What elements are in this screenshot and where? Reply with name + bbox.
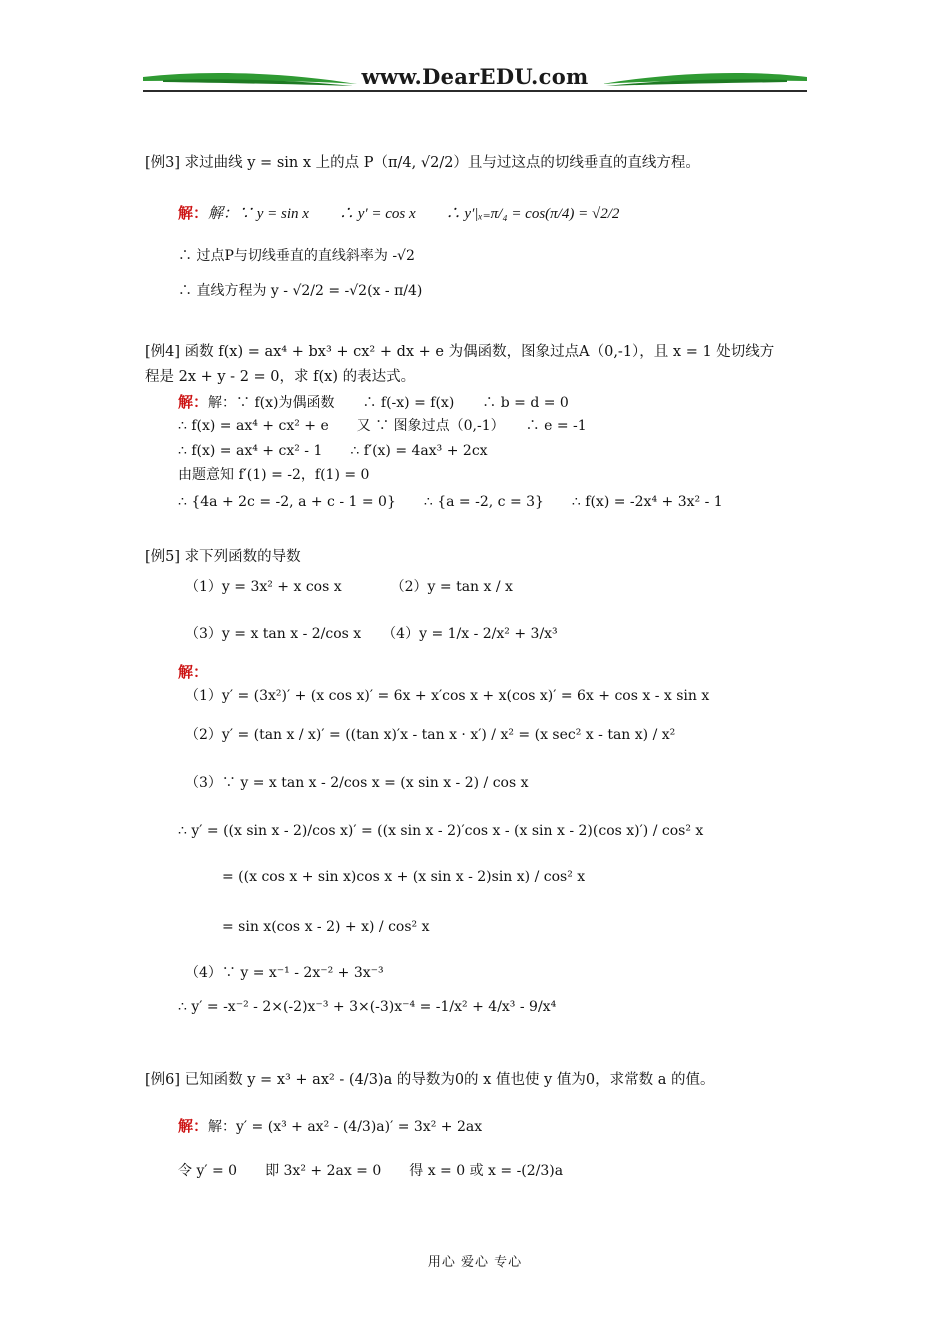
example-3-question: [例3] 求过曲线 y = sin x 上的点 P（π/4, √2/2）且与过这点的切线垂直的直线方程。	[145, 155, 700, 171]
solution-label: 解：	[178, 393, 209, 411]
page-footer: 用心 爱心 专心	[427, 1255, 523, 1270]
example-4-solution-line-2: ∴ f(x) = ax⁴ + cx² + e 又 ∵ 图象过点（0,-1） ∴ e = -1	[178, 418, 587, 434]
example-5-solution-3-step-1: ∴ y′ = ((x sin x - 2)/cos x)′ = ((x sin x - 2)′cos x - (x sin x - 2)(cos x)′) / cos² x	[178, 823, 704, 839]
example-4-solution-line-4: 由题意知 f′(1) = -2，f(1) = 0	[178, 467, 370, 483]
example-5-items-1-2: （1）y = 3x² + x cos x （2）y = tan x / x	[185, 579, 513, 595]
example-5-solution-4-step-1: ∴ y′ = -x⁻² - 2×(-2)x⁻³ + 3×(-3)x⁻⁴ = -1/x² + 4/x³ - 9/x⁴	[178, 999, 557, 1015]
example-6-solution-line-2: 令 y′ = 0 即 3x² + 2ax = 0 得 x = 0 或 x = -(2/3)a	[178, 1163, 564, 1179]
solution-text: 解：∵ y = sin x ∴ y′ = cos x ∴ y′|ₓ₌π/₄ = cos(π/4) = √2/2	[208, 206, 620, 222]
example-3-solution-line-3: ∴ 直线方程为 y - √2/2 = -√2(x - π/4)	[178, 283, 423, 299]
site-title: www.DearEDU.com	[361, 64, 589, 89]
example-5-solution-3: （3）∵ y = x tan x - 2/cos x = (x sin x - 2) / cos x	[185, 775, 529, 791]
solution-label: 解：	[178, 204, 209, 222]
example-5-solution-label: 解：	[178, 663, 209, 681]
example-4-question-line-2: 程是 2x + y - 2 = 0，求 f(x) 的表达式。	[145, 369, 416, 385]
example-6-question: [例6] 已知函数 y = x³ + ax² - (4/3)a 的导数为0的 x 值也使 y 值为0，求常数 a 的值。	[145, 1072, 715, 1088]
example-3-solution-line-2: ∴ 过点P与切线垂直的直线斜率为 -√2	[178, 248, 415, 264]
example-5-solution-3-step-3: = sin x(cos x - 2) + x) / cos² x	[222, 919, 430, 935]
example-4-solution-line-1	[178, 395, 569, 410]
solution-label: 解：	[178, 1117, 209, 1135]
page-header	[143, 62, 807, 92]
solution-text: 解：y′ = (x³ + ax² - (4/3)a)′ = 3x² + 2ax	[208, 1119, 483, 1135]
example-5-solution-2: （2）y′ = (tan x / x)′ = ((tan x)′x - tan x · x′) / x² = (x sec² x - tan x) / x²	[185, 727, 676, 743]
example-5-solution-3-step-2: = ((x cos x + sin x)cos x + (x sin x - 2)sin x) / cos² x	[222, 869, 586, 885]
example-6-solution-line-1	[178, 1119, 482, 1134]
example-4-solution-line-3: ∴ f(x) = ax⁴ + cx² - 1 ∴ f′(x) = 4ax³ + 2cx	[178, 443, 488, 459]
example-5-question: [例5] 求下列函数的导数	[145, 549, 301, 565]
example-3-solution-line-1	[178, 206, 619, 222]
solution-text: 解：∵ f(x)为偶函数 ∴ f(-x) = f(x) ∴ b = d = 0	[208, 395, 569, 411]
example-5-items-3-4: （3）y = x tan x - 2/cos x （4）y = 1/x - 2/x² + 3/x³	[185, 626, 558, 642]
example-5-solution-1: （1）y′ = (3x²)′ + (x cos x)′ = 6x + x′cos x + x(cos x)′ = 6x + cos x - x sin x	[185, 688, 710, 704]
example-5-solution-4: （4）∵ y = x⁻¹ - 2x⁻² + 3x⁻³	[185, 965, 384, 981]
example-4-question-line-1: [例4] 函数 f(x) = ax⁴ + bx³ + cx² + dx + e 为偶函数，图象过点A（0,-1），且 x = 1 处切线方	[145, 344, 775, 360]
header-divider	[143, 90, 807, 92]
example-4-solution-line-5: ∴ {4a + 2c = -2, a + c - 1 = 0} ∴ {a = -2, c = 3} ∴ f(x) = -2x⁴ + 3x² - 1	[178, 494, 723, 510]
